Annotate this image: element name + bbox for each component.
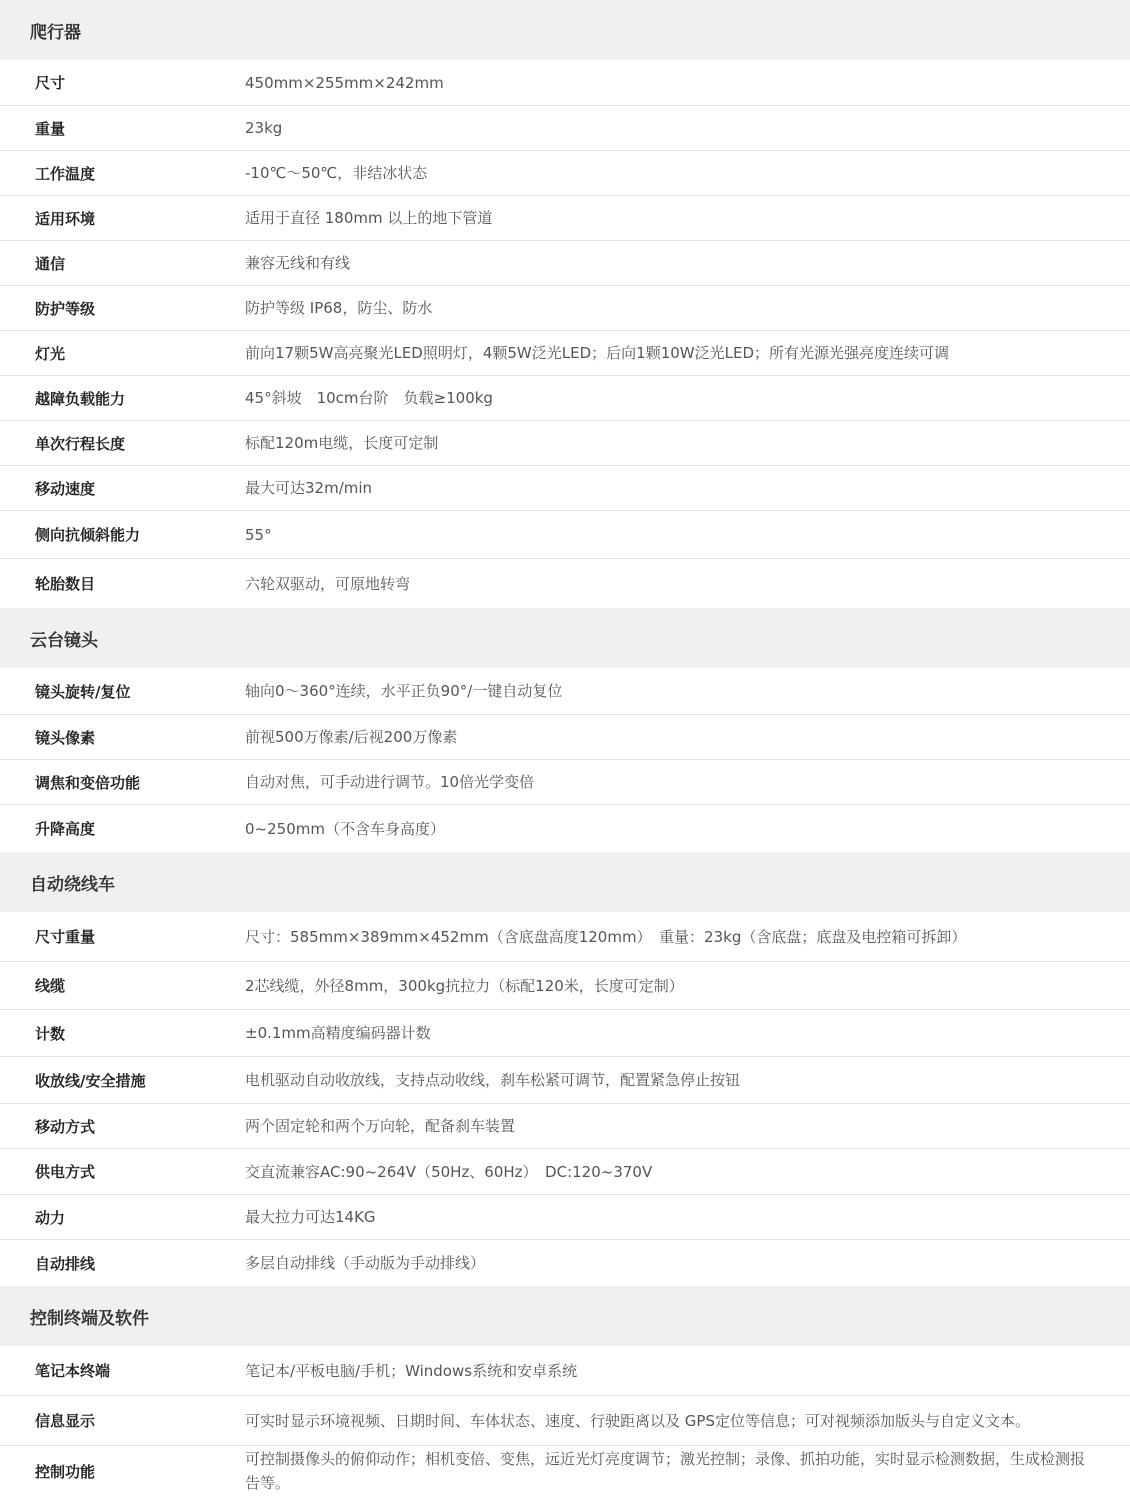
- spec-row: [0, 196, 1130, 241]
- spec-value: 最大可达32m/min: [245, 479, 373, 497]
- spec-value: 前视500万像素/后视200万像素: [245, 728, 458, 746]
- spec-row: [0, 559, 1130, 608]
- spec-label: 越障负载能力: [35, 389, 126, 408]
- spec-value: 六轮双驱动，可原地转弯: [245, 574, 411, 593]
- spec-section-crawler: [0, 0, 1130, 608]
- spec-row: [0, 805, 1130, 852]
- spec-row: [0, 331, 1130, 376]
- spec-row: [0, 466, 1130, 511]
- spec-value: 交直流兼容AC:90~264V（50Hz、60Hz） DC:120~370V: [245, 1162, 653, 1181]
- section-title: 自动绕线车: [0, 852, 1130, 912]
- spec-label: 线缆: [35, 977, 66, 995]
- spec-row: [0, 511, 1130, 559]
- spec-row: [0, 1396, 1130, 1446]
- section-title: 云台镜头: [0, 608, 1130, 668]
- section-title: 控制终端及软件: [0, 1286, 1130, 1346]
- spec-section-ptz-camera: [0, 608, 1130, 852]
- spec-row: [0, 286, 1130, 331]
- spec-label: 自动排线: [35, 1254, 96, 1273]
- spec-row: [0, 1240, 1130, 1286]
- spec-label: 防护等级: [35, 299, 96, 318]
- spec-row: [0, 715, 1130, 760]
- spec-row: [0, 151, 1130, 196]
- spec-row: [0, 1010, 1130, 1057]
- spec-label: 调焦和变倍功能: [35, 773, 141, 792]
- section-title: 爬行器: [0, 0, 1130, 60]
- spec-label: 计数: [35, 1024, 66, 1043]
- spec-label: 尺寸: [35, 74, 66, 92]
- spec-value: 两个固定轮和两个万向轮，配备刹车装置: [245, 1117, 516, 1135]
- spec-section-control-terminal: [0, 1286, 1130, 1496]
- spec-value: 2芯线缆，外径8mm，300kg抗拉力（标配120米，长度可定制）: [245, 976, 684, 995]
- spec-label: 侧向抗倾斜能力: [35, 526, 141, 544]
- spec-label: 移动速度: [35, 479, 96, 498]
- spec-row: [0, 1446, 1130, 1496]
- spec-label: 单次行程长度: [35, 434, 126, 453]
- spec-label: 尺寸重量: [35, 928, 96, 946]
- spec-row: [0, 668, 1130, 715]
- spec-label: 升降高度: [35, 820, 96, 838]
- spec-label: 供电方式: [35, 1163, 96, 1181]
- spec-row: [0, 912, 1130, 962]
- spec-row: [0, 1149, 1130, 1195]
- spec-section-cable-reel: [0, 852, 1130, 1286]
- spec-value: 多层自动排线（手动版为手动排线）: [245, 1254, 486, 1272]
- spec-label: 通信: [35, 254, 66, 273]
- spec-row: [0, 106, 1130, 151]
- spec-row: [0, 1104, 1130, 1149]
- spec-value: 可实时显示环境视频、日期时间、车体状态、速度、行驶距离以及 GPS定位等信息；可对视频添加版头与自定义文本。: [245, 1411, 1030, 1430]
- spec-label: 工作温度: [35, 164, 96, 183]
- spec-value: 电机驱动自动收放线，支持点动收线，刹车松紧可调节，配置紧急停止按钮: [245, 1071, 741, 1089]
- spec-row: [0, 962, 1130, 1010]
- spec-label: 灯光: [35, 344, 66, 363]
- spec-value: 尺寸：585mm×389mm×452mm（含底盘高度120mm） 重量：23kg（含底盘；底盘及电控箱可拆卸）: [245, 927, 967, 946]
- spec-row: [0, 760, 1130, 805]
- spec-value: 轴向0～360°连续，水平正负90°/一键自动复位: [245, 682, 563, 700]
- spec-label: 镜头像素: [35, 728, 96, 747]
- spec-label: 轮胎数目: [35, 575, 96, 593]
- spec-value: 55°: [245, 525, 272, 544]
- spec-value: -10℃～50℃，非结冰状态: [245, 164, 428, 182]
- spec-value: 标配120m电缆，长度可定制: [245, 434, 439, 452]
- spec-value: 最大拉力可达14KG: [245, 1208, 376, 1226]
- spec-row: [0, 421, 1130, 466]
- spec-value: 可控制摄像头的俯仰动作；相机变倍、变焦，远近光灯亮度调节；激光控制；录像、抓拍功能，实时显示检测数据，生成检测报告等。: [245, 1450, 1086, 1492]
- spec-row: [0, 60, 1130, 106]
- spec-label: 重量: [35, 119, 66, 138]
- spec-label: 控制功能: [35, 1462, 96, 1481]
- spec-row: [0, 1346, 1130, 1396]
- spec-value: 笔记本/平板电脑/手机；Windows系统和安卓系统: [245, 1361, 578, 1380]
- spec-label: 移动方式: [35, 1117, 96, 1136]
- spec-label: 适用环境: [35, 209, 96, 228]
- spec-value: 防护等级 IP68，防尘、防水: [245, 299, 433, 317]
- spec-row: [0, 376, 1130, 421]
- spec-value: 自动对焦，可手动进行调节。10倍光学变倍: [245, 773, 535, 791]
- spec-label: 收放线/安全措施: [35, 1071, 146, 1090]
- spec-value: ±0.1mm高精度编码器计数: [245, 1024, 431, 1042]
- spec-row: [0, 241, 1130, 286]
- spec-value: 0~250mm（不含车身高度）: [245, 819, 445, 838]
- spec-value: 450mm×255mm×242mm: [245, 73, 444, 92]
- spec-value: 兼容无线和有线: [245, 254, 351, 272]
- spec-value: 适用于直径 180mm 以上的地下管道: [245, 209, 493, 227]
- spec-label: 笔记本终端: [35, 1362, 111, 1380]
- spec-value: 45°斜坡 10cm台阶 负载≥100kg: [245, 389, 493, 407]
- spec-row: [0, 1195, 1130, 1240]
- spec-label: 镜头旋转/复位: [35, 682, 131, 701]
- spec-value: 前向17颗5W高亮聚光LED照明灯，4颗5W泛光LED；后向1颗10W泛光LED；所有光源光强亮度连续可调: [245, 344, 950, 362]
- spec-label: 信息显示: [35, 1412, 96, 1430]
- spec-label: 动力: [35, 1208, 66, 1227]
- spec-value: 23kg: [245, 119, 283, 137]
- spec-row: [0, 1057, 1130, 1104]
